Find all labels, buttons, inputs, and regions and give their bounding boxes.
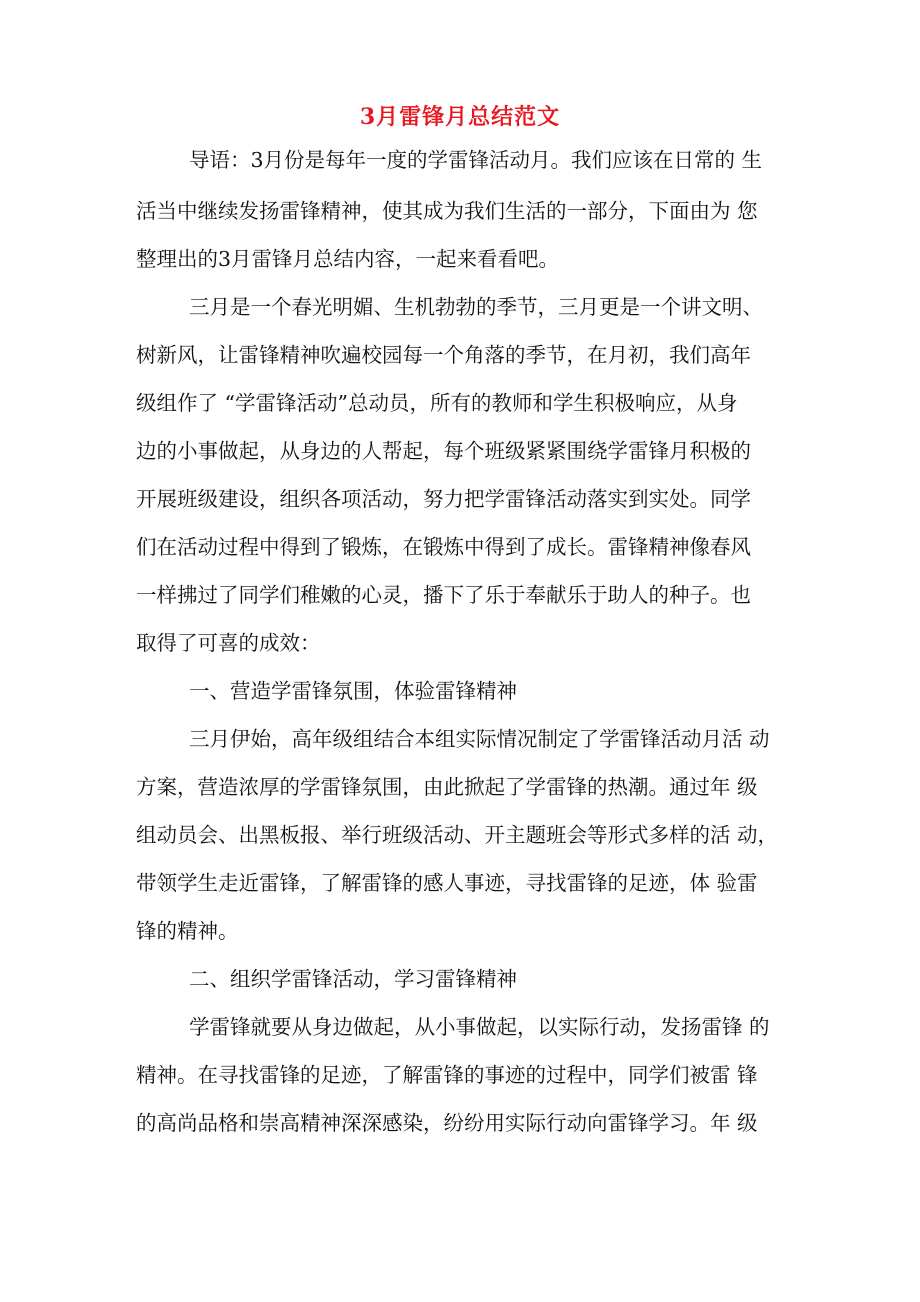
- text-line: 树新风，让雷锋精神吹遍校园每一个角落的季节，在月初，我们高年: [136, 343, 751, 367]
- text-line: 锋的精神。: [136, 919, 239, 943]
- text-line: 整理出的3月雷锋月总结内容，一起来看看吧。: [136, 247, 560, 271]
- text-line: 的高尚品格和崇高精神深深感染，纷纷用实际行动向雷锋学习。年 级: [136, 1111, 758, 1135]
- text-line: 取得了可喜的成效：: [136, 631, 321, 655]
- text-line: 一样拂过了同学们稚嫩的心灵，播下了乐于奉献乐于助人的种子。也: [136, 583, 751, 607]
- section-heading: 一、营造学雷锋氛围，体验雷锋精神: [189, 679, 517, 703]
- text-line: 组动员会、出黑板报、举行班级活动、开主题班会等形式多样的活 动，: [136, 823, 779, 847]
- text-line: 们在活动过程中得到了锻炼，在锻炼中得到了成长。雷锋精神像春风: [136, 535, 751, 559]
- text-line: 方案，营造浓厚的学雷锋氛围，由此掀起了学雷锋的热潮。通过年 级: [136, 775, 758, 799]
- text-line: 活当中继续发扬雷锋精神，使其成为我们生活的一部分，下面由为 您: [136, 199, 758, 223]
- document-title: 3月雷锋月总结范文: [359, 104, 561, 130]
- text-line: 精神。在寻找雷锋的足迹，了解雷锋的事迹的过程中，同学们被雷 锋: [136, 1063, 758, 1087]
- text-line: 带领学生走近雷锋，了解雷锋的感人事迹，寻找雷锋的足迹，体 验雷: [136, 871, 758, 895]
- text-line: 导语：3月份是每年一度的学雷锋活动月。我们应该在日常的 生: [189, 148, 763, 172]
- text-line: 三月是一个春光明媚、生机勃勃的季节，三月更是一个讲文明、: [189, 295, 763, 319]
- text-line: 边的小事做起，从身边的人帮起，每个班级紧紧围绕学雷锋月积极的: [136, 439, 751, 463]
- section-heading: 二、组织学雷锋活动，学习雷锋精神: [189, 967, 517, 991]
- text-line: 三月伊始，高年级组结合本组实际情况制定了学雷锋活动月活 动: [189, 727, 770, 751]
- text-line: 级组作了 “学雷锋活动”总动员，所有的教师和学生积极响应，从身: [136, 391, 738, 415]
- text-line: 开展班级建设，组织各项活动，努力把学雷锋活动落实到实处。同学: [136, 487, 751, 511]
- text-line: 学雷锋就要从身边做起，从小事做起，以实际行动，发扬雷锋 的: [189, 1015, 770, 1039]
